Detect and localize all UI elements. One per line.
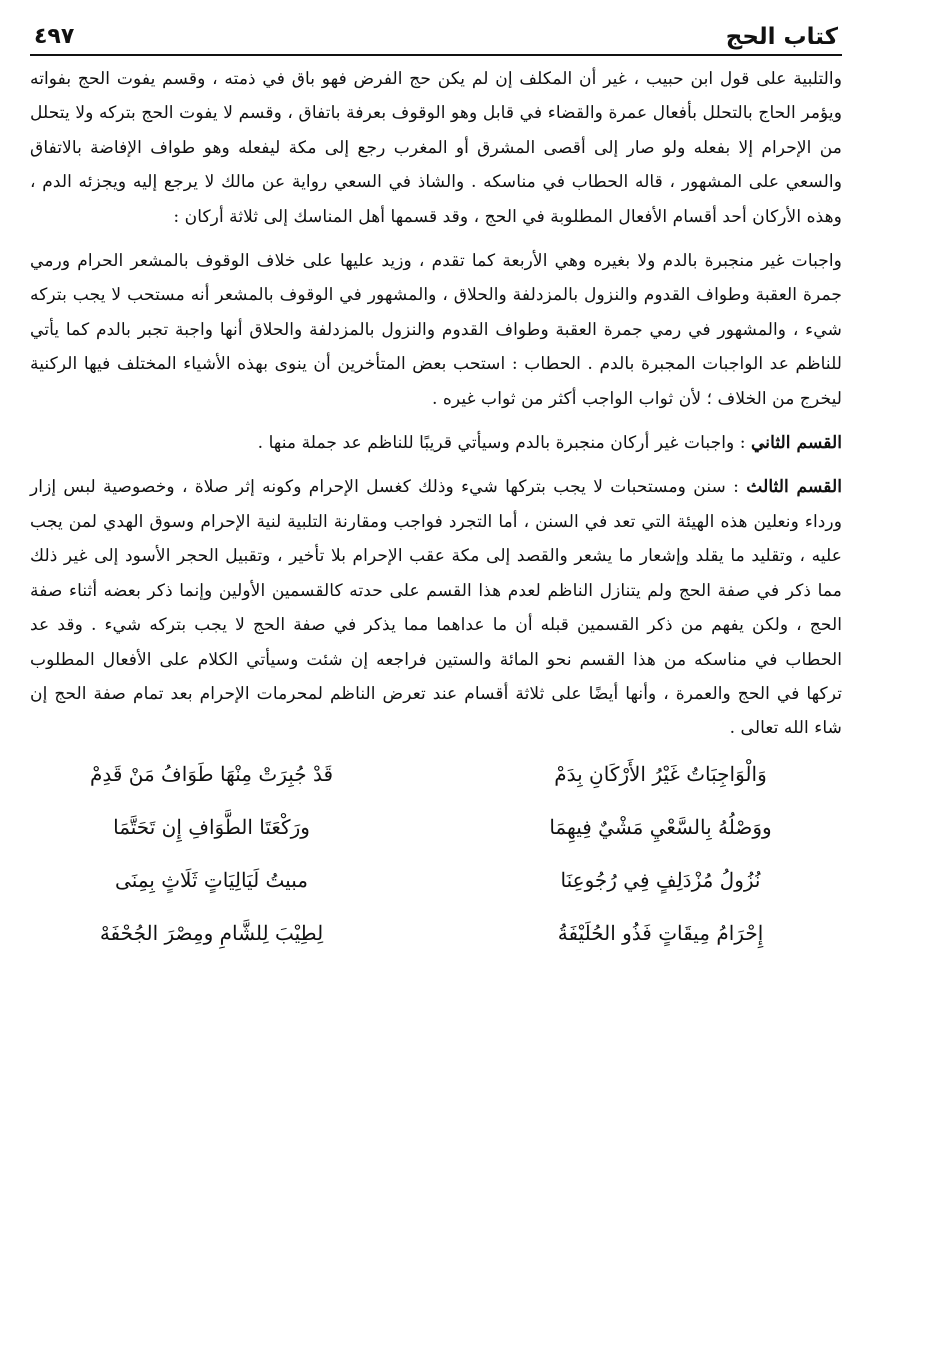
verse-second-hemistich: قَدْ جُبِرَتْ مِنْهَا طَوَافُ مَنْ قَدِمْ xyxy=(89,761,334,786)
verse-first-hemistich: نُزُولُ مُزْدَلِفٍ فِي رُجُوعِنَا xyxy=(560,867,761,892)
book-section-title: كتاب الحج xyxy=(725,24,838,50)
verse-first-hemistich: ووَصْلُهُ بِالسَّعْيِ مَشْيٌ فِيهِمَا xyxy=(549,814,772,839)
paragraph-text: : سنن ومستحبات لا يجب بتركها شيء وذلك كغسل الإحرام وكونه إثر صلاة ، وخصوصية لبس إزار ورداء ونعلين هذه الهيئة التي تعد في السنن ، أما التجرد فواجب ومقارنة التلبية لنية الإحرام وسوق الهدي لمن يجب عليه ، وتقليد ما يقلد وإشعار ما يشعر والقصد إلى مكة عقب الإحرام بلا تأخير ، وتقبيل الحجر الأسود إلى غير ذلك مما ذكر في صفة الحج ولم يتنازل الناظم لعدم هذا القسم على حدته كالقسمين الأولين وإنما ذكر بعضه أثناء صفة الحج ، ولكن يفهم من ذكر القسمين قبله أن ما عداهما مما يذكر في صفة الحج لا يجب بتركه شيء . وقد عد الحطاب في مناسكه من هذا القسم نحو المائة والستين فراجعه إن شئت وسيأتي الكلام على الأفعال المطلوب تركها في الحج والعمرة ، وأنها أيضًا على ثلاثة أقسام عند تعرض الناظم لمحرمات الإحرام بعد تمام صفة الحج إن شاء الله تعالى . xyxy=(30,477,843,739)
body-text xyxy=(30,62,842,746)
section-lead: القسم الثالث xyxy=(746,477,843,498)
paragraph-text: : واجبات غير أركان منجبرة بالدم وسيأتي قريبًا للناظم عد جملة منها . xyxy=(257,433,751,454)
verse-second-hemistich: مبيتُ لَيَالِيَاتٍ ثَلَاثٍ بِمِنَى xyxy=(115,867,308,892)
paragraph xyxy=(30,62,842,234)
paragraph xyxy=(30,244,842,416)
paragraph xyxy=(30,470,842,745)
verse-first-hemistich: وَالْوَاجِبَاتُ غَيْرُ الأَرْكَانِ بِدَمْ xyxy=(554,761,767,786)
verse-second-hemistich: لِطِيْبَ لِلشَّامِ ومِصْرَ الجُحْفَهْ xyxy=(99,920,324,945)
paragraph-text: واجبات غير منجبرة بالدم ولا بغيره وهي الأربعة كما تقدم ، وزيد عليها على خلاف الوقوف بالمشعر الحرام ورمي جمرة العقبة وطواف القدوم والنزول بالمزدلفة والحلاق ، والمشهور في الوقوف بالمشعر أنه مستحب لا يجب بتركه شيء ، والمشهور في رمي جمرة العقبة وطواف القدوم والنزول بالمزدلفة والحلاق أنها واجبة تجبر بالدم كما يأتي للناظم عد الواجبات المجبرة بالدم . الحطاب : استحب بعض المتأخرين أن ينوى بهذه الأشياء المختلف فيها الركنية ليخرج من الخلاف ؛ لأن ثواب الواجب أكثر من ثواب غيره . xyxy=(30,251,842,409)
book-page xyxy=(30,18,842,1318)
paragraph xyxy=(30,426,842,460)
paragraph-text: والتلبية على قول ابن حبيب ، غير أن المكلف إن لم يكن حج الفرض فهو باق في ذمته ، وقسم يفوت الحج بفواته ويؤمر الحاج بالتحلل بأفعال عمرة والقضاء في قابل وهو الوقوف بعرفة باتفاق ، وقسم لا يفوت الحج بتركه ولا يتحلل من الإحرام إلا بفعله ولو صار إلى أقصى المشرق أو المغرب رجع إلى مكة ليفعله وهو طواف الإفاضة بالاتفاق والسعي على المشهور ، قاله الحطاب في مناسكه . والشاذ في السعي رواية عن مالك لا يرجع إليه ويجزئه الدم ، وهذه الأركان أحد أقسام الأفعال المطلوبة في الحج ، وقد قسمها أهل المناسك إلى ثلاثة أركان : xyxy=(30,69,842,227)
poem-verses xyxy=(30,756,842,952)
verse-first-hemistich: إِحْرَامُ مِيقَاتٍ فَذُو الحُلَيْفَةُ xyxy=(557,920,764,945)
page-header xyxy=(30,18,842,56)
section-lead: القسم الثاني xyxy=(750,433,842,454)
verse-second-hemistich: ورَكْعَتَا الطَّوَافِ إِن تَحَتَّمَا xyxy=(113,814,310,839)
page-number: ٤٩٧ xyxy=(34,24,75,49)
